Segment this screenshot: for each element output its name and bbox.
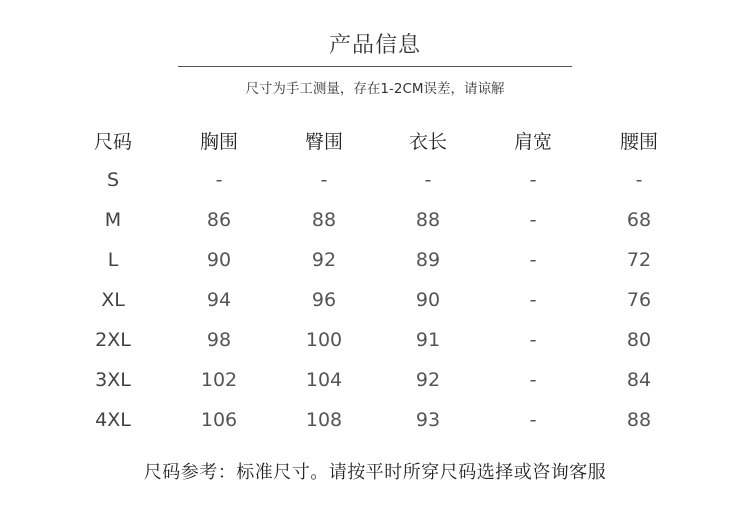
cell-chest: 94 <box>206 289 232 311</box>
title-divider <box>178 66 572 67</box>
cell-chest: 102 <box>200 369 238 391</box>
header-shoulder: 肩宽 <box>513 130 552 153</box>
cell-shoulder: - <box>529 249 537 271</box>
table-row <box>60 320 692 360</box>
cell-hip: - <box>320 169 328 191</box>
cell-length: 93 <box>415 409 441 431</box>
cell-shoulder: - <box>529 169 537 191</box>
header-size: 尺码 <box>93 130 132 153</box>
cell-size: L <box>107 249 119 271</box>
cell-waist: 84 <box>626 369 652 391</box>
cell-waist: 76 <box>626 289 652 311</box>
cell-chest: 90 <box>206 249 232 271</box>
table-row <box>60 200 692 240</box>
table-row <box>60 360 692 400</box>
size-advice-footer: 尺码参考：标准尺寸。请按平时所穿尺码选择或咨询客服 <box>143 462 607 483</box>
table-row <box>60 400 692 440</box>
cell-chest: 86 <box>206 209 232 231</box>
cell-size: 4XL <box>95 409 131 431</box>
table-header-row <box>60 120 692 160</box>
cell-chest: 98 <box>206 329 232 351</box>
cell-shoulder: - <box>529 209 537 231</box>
cell-size: M <box>104 209 122 231</box>
cell-waist: 88 <box>626 409 652 431</box>
cell-length: 91 <box>415 329 441 351</box>
cell-hip: 96 <box>311 289 337 311</box>
cell-hip: 104 <box>305 369 343 391</box>
header-length: 衣长 <box>408 130 447 153</box>
cell-chest: - <box>215 169 223 191</box>
cell-shoulder: - <box>529 329 537 351</box>
cell-waist: 80 <box>626 329 652 351</box>
table-row <box>60 280 692 320</box>
cell-waist: 68 <box>626 209 652 231</box>
cell-size: S <box>106 169 120 191</box>
cell-size: 3XL <box>95 369 131 391</box>
cell-shoulder: - <box>529 369 537 391</box>
cell-shoulder: - <box>529 289 537 311</box>
cell-shoulder: - <box>529 409 537 431</box>
page-title: 产品信息 <box>328 33 421 58</box>
table-row <box>60 160 692 200</box>
cell-waist: - <box>635 169 643 191</box>
cell-length: 90 <box>415 289 441 311</box>
cell-hip: 108 <box>305 409 343 431</box>
cell-hip: 88 <box>311 209 337 231</box>
cell-hip: 92 <box>311 249 337 271</box>
cell-hip: 100 <box>305 329 343 351</box>
cell-waist: 72 <box>626 249 652 271</box>
size-table <box>60 120 692 440</box>
cell-length: 88 <box>415 209 441 231</box>
cell-length: - <box>424 169 432 191</box>
measurement-note: 尺寸为手工测量，存在1-2CM误差，请谅解 <box>245 81 505 97</box>
header-chest: 胸围 <box>199 130 238 153</box>
cell-chest: 106 <box>200 409 238 431</box>
cell-size: 2XL <box>95 329 131 351</box>
table-row <box>60 240 692 280</box>
cell-length: 92 <box>415 369 441 391</box>
header-waist: 腰围 <box>619 130 658 153</box>
header-hip: 臀围 <box>304 130 343 153</box>
cell-length: 89 <box>415 249 441 271</box>
cell-size: XL <box>101 289 125 311</box>
